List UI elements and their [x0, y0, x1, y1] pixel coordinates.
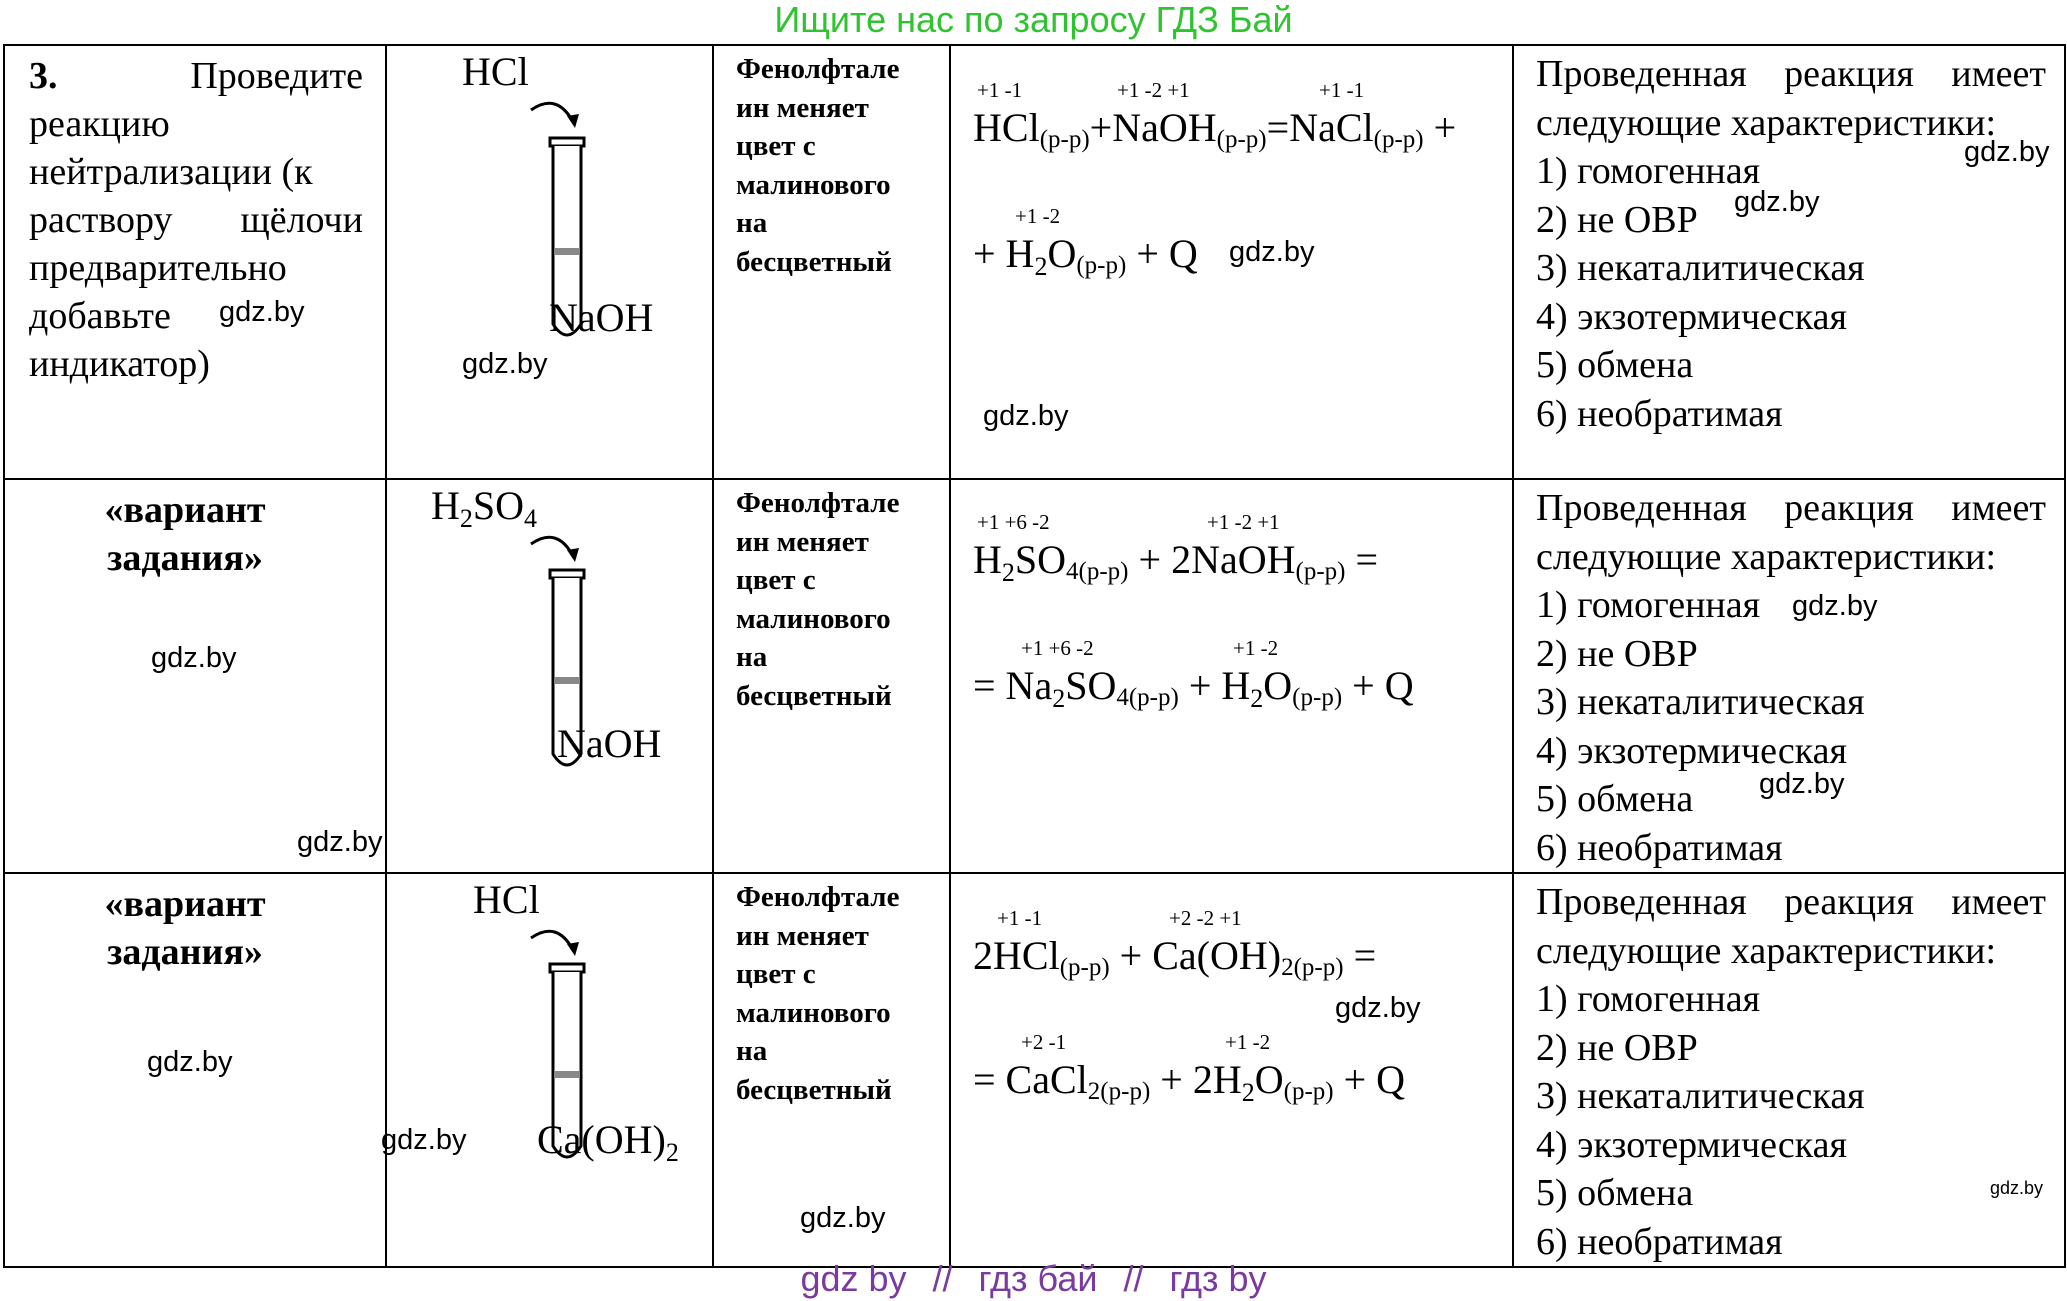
characteristics-list: Проведенная реакция имеет следующие характеристики: 1) гомогенная 2) не ОВР 3) некаталитическая 4) экзотермическая 5) обмена 6) необратимая — [1514, 46, 2064, 438]
oxidation-states: +1 +6 -2 — [977, 510, 1050, 534]
apparatus-cell — [386, 479, 713, 873]
variant-label: «вариант задания» — [104, 883, 266, 973]
watermark: gdz.by — [1335, 992, 1421, 1024]
equation-line: HCl(р-р)+NaOH(р-р)=NaCl(р-р) + — [973, 105, 1457, 153]
oxidation-states: +2 -2 +1 — [1169, 906, 1242, 930]
table-row — [4, 479, 2065, 873]
indicator-cell — [713, 45, 950, 479]
oxidation-states: +1 -2 — [1015, 204, 1061, 228]
list-item: 5) обмена — [1536, 344, 1694, 386]
equation-line: 2HCl(р-р) + Ca(OH)2(р-р) = — [973, 933, 1377, 981]
list-item: 2) не ОВР — [1536, 1026, 1698, 1069]
oxidation-states: +1 -1 — [1319, 78, 1365, 102]
watermark: gdz.by — [983, 400, 1069, 432]
list-item: 2) не ОВР — [1536, 198, 1698, 241]
oxidation-states: +1 -2 — [1233, 636, 1279, 660]
watermark: gdz.by — [1734, 186, 1820, 218]
list-item: 1) гомогенная — [1536, 978, 1761, 1020]
task-number: 3. — [29, 55, 58, 97]
characteristics-cell — [1513, 45, 2065, 479]
watermark: gdz.by — [381, 1124, 467, 1156]
list-item: 1) гомогенная — [1536, 584, 1761, 626]
equation-cell — [950, 45, 1513, 479]
equation-line: = $Na_2SO4(р-р) + H_2O(р-р) + Q$ — [973, 663, 1414, 713]
list-item: 6) необратимая — [1536, 826, 1783, 869]
banner-link: гдз by — [1169, 1258, 1267, 1299]
task-cell — [4, 479, 386, 873]
oxidation-states: +1 -2 — [1225, 1030, 1271, 1054]
watermark: gdz.by — [151, 642, 237, 674]
equation-cell — [950, 479, 1513, 873]
reagent-top: HCl — [473, 877, 540, 922]
equation-line: = CaCl2(р-р) + $2H_2O(р-р) + Q$ — [973, 1057, 1406, 1107]
list-item: 4) экзотермическая — [1536, 729, 1848, 772]
watermark: gdz.by — [1759, 768, 1845, 800]
characteristics-list: Проведенная реакция имеет следующие характеристики: 1) гомогенная 2) не ОВР 3) некаталитическая 4) экзотермическая 5) обмена 6) необратимая — [1514, 874, 2064, 1266]
banner-link: гдз бай — [978, 1258, 1098, 1299]
apparatus-cell — [381, 873, 713, 1267]
task-cell — [4, 45, 386, 479]
reagent-bottom: NaOH — [549, 295, 654, 340]
indicator-text: Фенолфтале ин меняет цвет с малинового на бесцветный — [736, 487, 900, 712]
watermark: gdz.by — [1964, 136, 2050, 168]
watermark: gdz.by — [297, 826, 383, 858]
watermark: gdz.by — [1792, 590, 1878, 622]
indicator-text: Фенолфтале ин меняет цвет с малинового на бесцветный — [736, 881, 900, 1106]
table-row — [4, 45, 2065, 479]
reagent-top: $H_2SO_4$ — [431, 483, 538, 533]
variant-label: «вариант задания» — [104, 489, 266, 579]
watermark: gdz.by — [800, 1202, 886, 1234]
list-item: 6) необратимая — [1536, 392, 1783, 435]
task-text: 3. Проведите реакцию нейтрализации (к раствору щёлочи предварительно добавьте индикатор) — [5, 46, 385, 388]
bottom-banner: gdz by // гдз бай // гдз by — [800, 1258, 1267, 1299]
characteristics-cell — [1513, 873, 2065, 1267]
watermark: gdz.by — [219, 296, 305, 328]
oxidation-states: +1 -2 +1 — [1207, 510, 1280, 534]
oxidation-states: +1 -1 — [997, 906, 1043, 930]
list-item: 6) необратимая — [1536, 1220, 1783, 1263]
oxidation-states: +1 -2 +1 — [1117, 78, 1190, 102]
task-cell — [4, 873, 386, 1267]
characteristics-cell — [1513, 479, 2065, 873]
equation-line: $H_2SO4(р-р)$ + 2NaOH(р-р) = — [973, 537, 1379, 587]
watermark: gdz.by — [1990, 1178, 2044, 1198]
list-item: 2) не ОВР — [1536, 632, 1698, 675]
equation-line: + $H_2O(р-р) + Q$ — [973, 231, 1198, 281]
reagent-bottom: NaOH — [557, 721, 662, 766]
oxidation-states: +1 +6 -2 — [1021, 636, 1094, 660]
list-item: 3) некаталитическая — [1536, 247, 1865, 289]
indicator-text: Фенолфтале ин меняет цвет с малинового на бесцветный — [736, 53, 900, 278]
list-item: 1) гомогенная — [1536, 150, 1761, 192]
top-banner: Ищите нас по запросу ГДЗ Бай — [774, 0, 1293, 40]
table-row — [4, 873, 2065, 1267]
list-item: 5) обмена — [1536, 1172, 1694, 1214]
apparatus-cell — [386, 45, 713, 479]
equation-cell — [950, 873, 1513, 1267]
watermark: gdz.by — [1229, 236, 1315, 268]
reagent-top: HCl — [462, 49, 529, 94]
list-item: 5) обмена — [1536, 778, 1694, 820]
banner-link: gdz by — [800, 1258, 907, 1299]
list-item: 4) экзотермическая — [1536, 1123, 1848, 1166]
indicator-cell — [713, 479, 950, 873]
reagent-bottom: $Ca(OH)_2$ — [537, 1117, 679, 1167]
oxidation-states: +2 -1 — [1021, 1030, 1067, 1054]
list-item: 4) экзотермическая — [1536, 295, 1848, 338]
characteristics-list: Проведенная реакция имеет следующие характеристики: 1) гомогенная 2) не ОВР 3) некаталитическая 4) экзотермическая 5) обмена 6) необратимая — [1514, 480, 2064, 872]
oxidation-states: +1 -1 — [977, 78, 1023, 102]
list-item: 3) некаталитическая — [1536, 681, 1865, 723]
list-item: 3) некаталитическая — [1536, 1075, 1865, 1117]
worksheet-table — [3, 44, 2066, 1268]
indicator-cell — [713, 873, 950, 1267]
watermark: gdz.by — [147, 1046, 233, 1078]
watermark: gdz.by — [462, 348, 548, 380]
